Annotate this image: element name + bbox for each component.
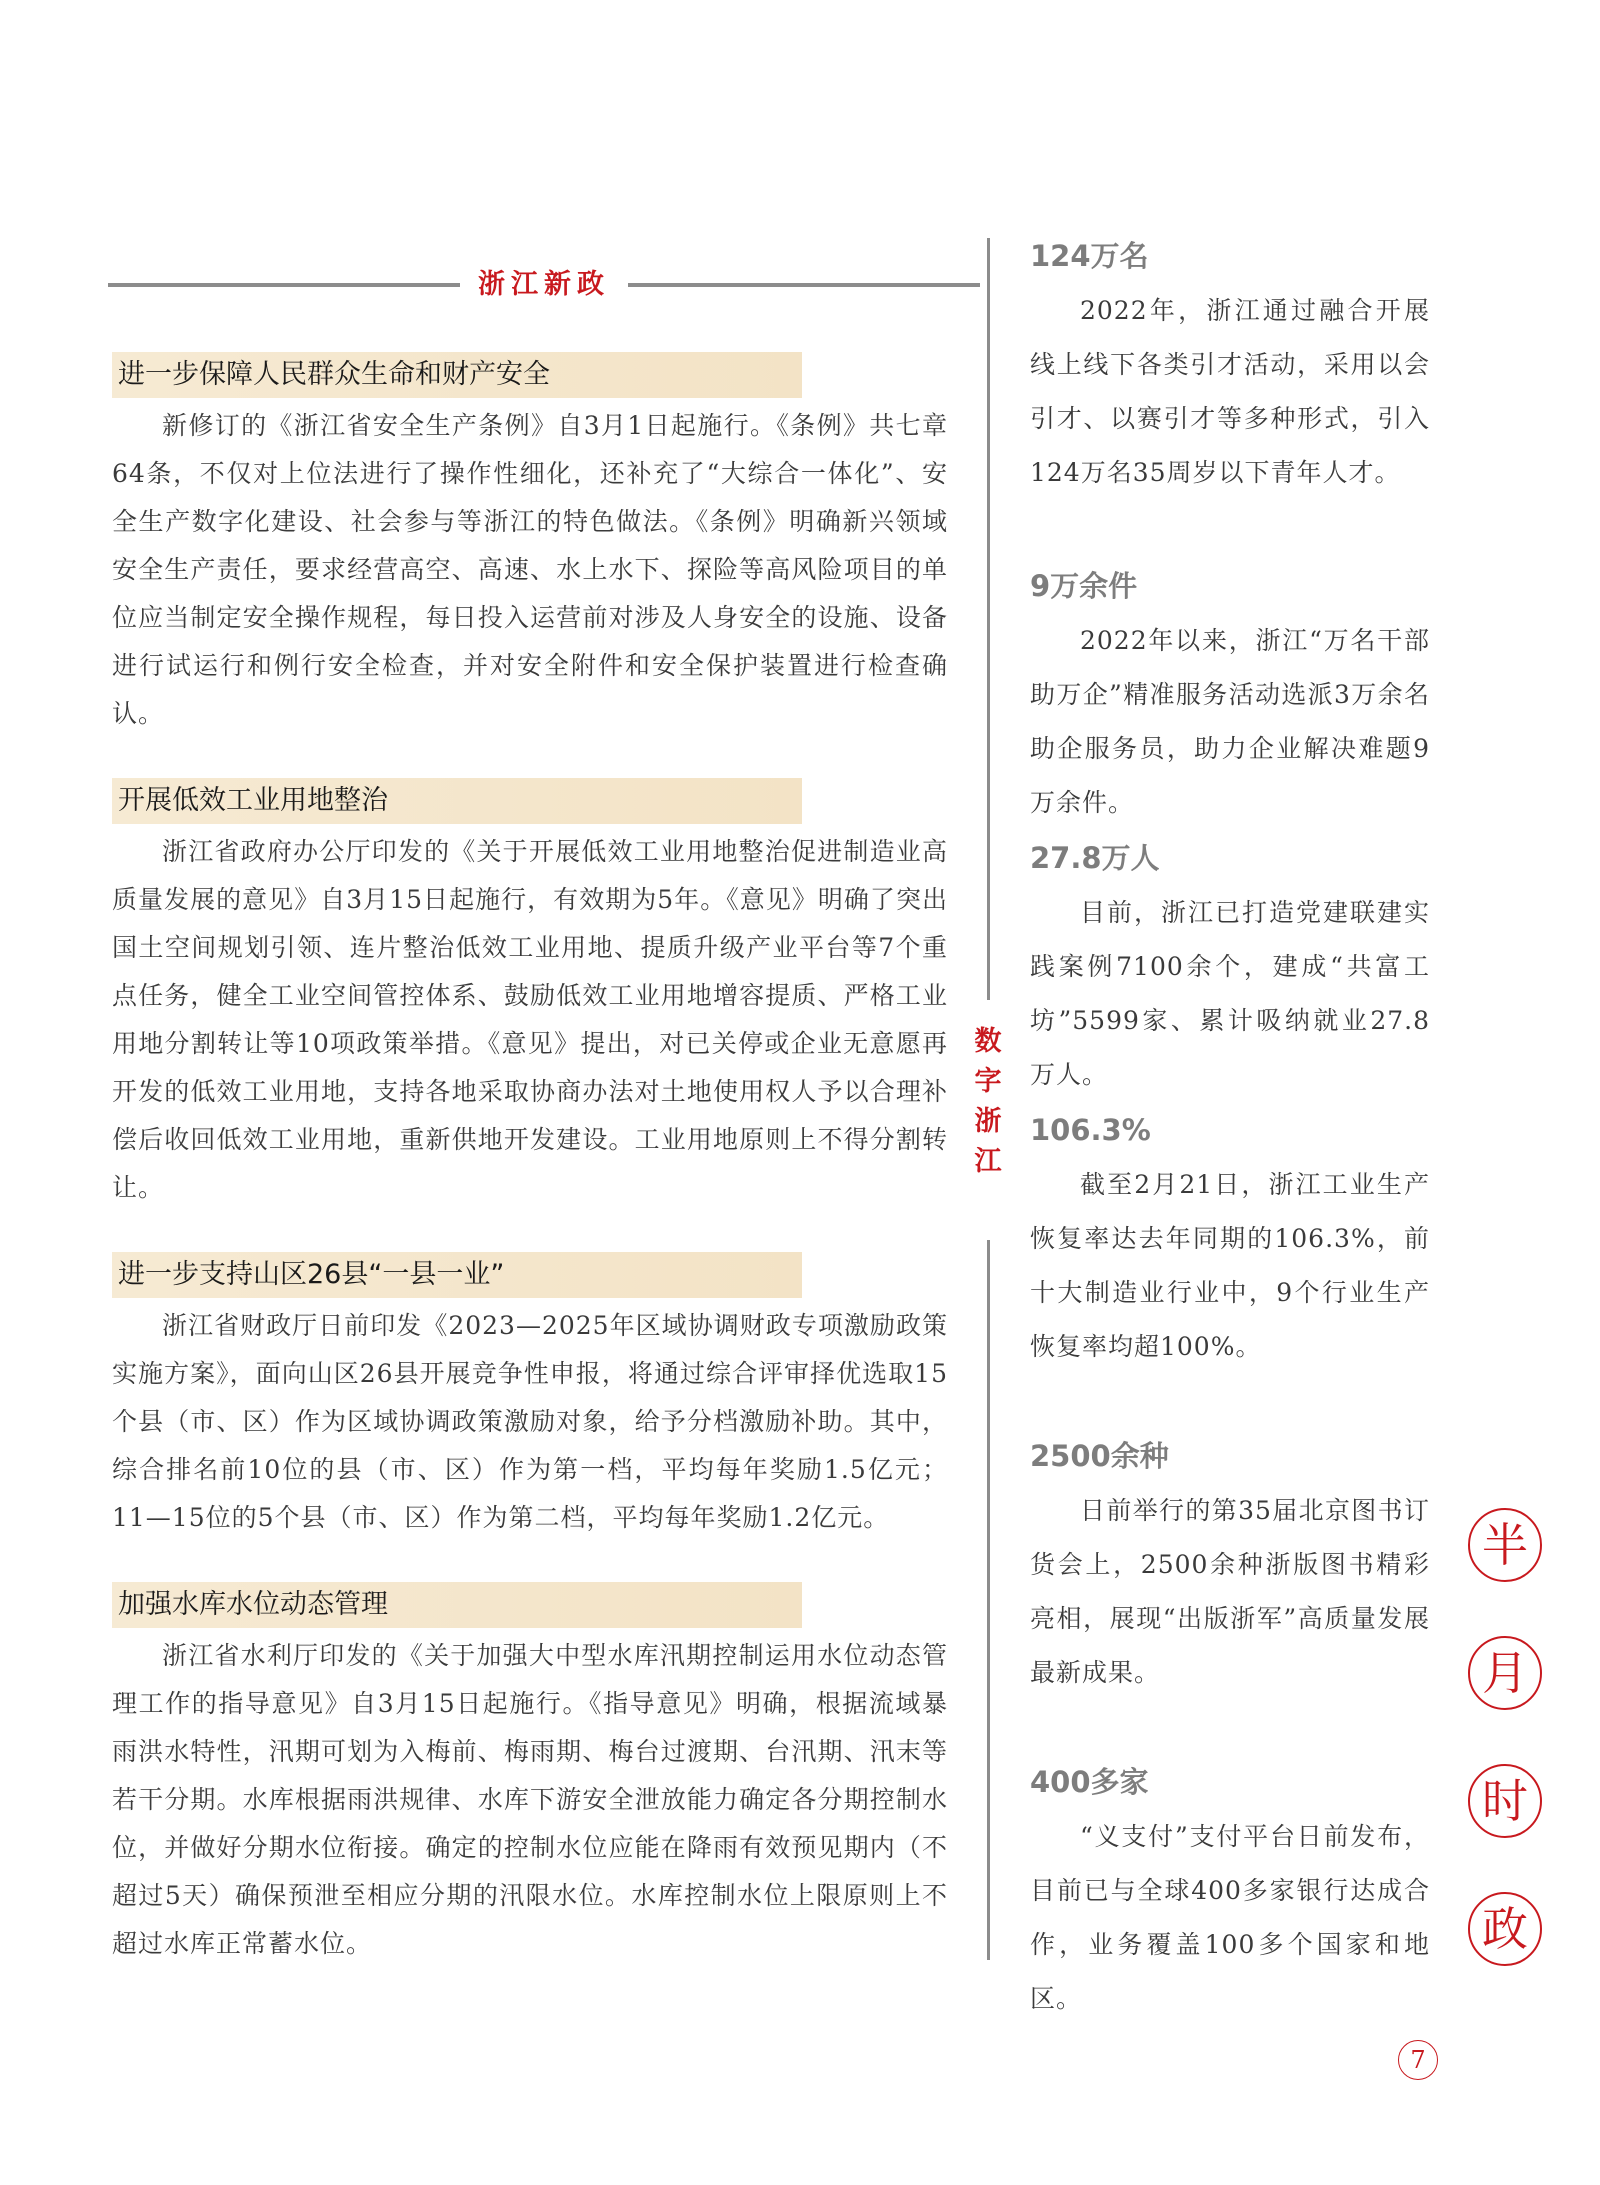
article-mountain-counties	[112, 1252, 948, 1542]
page-number: 7	[1398, 2040, 1438, 2080]
side-label-digital-zhejiang	[968, 1022, 1008, 1182]
side-label-char: 浙	[974, 1106, 1002, 1137]
stat-headline: 106.3%	[1030, 1113, 1151, 1147]
circle-char: 时	[1468, 1764, 1542, 1838]
article-safety	[112, 352, 948, 738]
stat-body: 目前，浙江已打造党建联建实践案例7100余个，建成“共富工坊”5599家、累计吸纳就业27.8万人。	[1030, 898, 1430, 1089]
article-title: 加强水库水位动态管理	[112, 1582, 802, 1628]
stat-talent	[1030, 236, 1430, 500]
article-body: 浙江省水利厅印发的《关于加强大中型水库汛期控制运用水位动态管理工作的指导意见》自3月15日起施行。《指导意见》明确，根据流域暴雨洪水特性，汛期可划为入梅前、梅雨期、梅台过渡期、台汛期、汛末等若干分期。水库根据雨洪规律、水库下游安全泄放能力确定各分期控制水位，并做好分期水位衔接。确定的控制水位应能在降雨有效预见期内（不超过5天）确保预泄至相应分期的汛限水位。水库控制水位上限原则上不超过水库正常蓄水位。	[112, 1641, 948, 1958]
stat-body: 截至2月21日，浙江工业生产恢复率达去年同期的106.3%，前十大制造业行业中，9个行业生产恢复率均超100%。	[1030, 1170, 1430, 1361]
article-body: 浙江省财政厅日前印发《2023—2025年区域协调财政专项激励政策实施方案》，面向山区26县开展竞争性申报，将通过综合评审择优选取15个县（市、区）作为区域协调政策激励对象，给予分档激励补助。其中，综合排名前10位的县（市、区）作为第一档，平均每年奖励1.5亿元；11—15位的5个县（市、区）作为第二档，平均每年奖励1.2亿元。	[112, 1311, 948, 1532]
stat-enterprise-help	[1030, 566, 1430, 830]
article-industrial-land	[112, 778, 948, 1212]
side-label-char: 江	[974, 1146, 1002, 1177]
circle-char: 月	[1468, 1636, 1542, 1710]
article-reservoir	[112, 1582, 948, 1968]
article-body: 新修订的《浙江省安全生产条例》自3月1日起施行。《条例》共七章64条，不仅对上位法进行了操作性细化，还补充了“大综合一体化”、安全生产数字化建设、社会参与等浙江的特色做法。《条例》明确新兴领域安全生产责任，要求经营高空、高速、水上水下、探险等高风险项目的单位应当制定安全操作规程，每日投入运营前对涉及人身安全的设施、设备进行试运行和例行安全检查，并对安全附件和安全保护装置进行检查确认。	[112, 411, 948, 728]
side-label-char: 数	[974, 1026, 1002, 1057]
article-title: 开展低效工业用地整治	[112, 778, 802, 824]
column-divider-top	[987, 238, 990, 1000]
article-body: 浙江省政府办公厅印发的《关于开展低效工业用地整治促进制造业高质量发展的意见》自3月15日起施行，有效期为5年。《意见》明确了突出国土空间规划引领、连片整治低效工业用地、提质升级产业平台等7个重点任务，健全工业空间管控体系、鼓励低效工业用地增容提质、严格工业用地分割转让等10项政策举措。《意见》提出，对已关停或企业无意愿再开发的低效工业用地，支持各地采取协商办法对土地使用权人予以合理补偿后收回低效工业用地，重新供地开发建设。工业用地原则上不得分割转让。	[112, 837, 948, 1202]
circle-char: 政	[1468, 1892, 1542, 1966]
stat-headline: 400多家	[1030, 1765, 1149, 1799]
stat-headline: 9万余件	[1030, 569, 1138, 603]
stat-books	[1030, 1436, 1430, 1700]
article-title: 进一步支持山区26县“一县一业”	[112, 1252, 802, 1298]
stat-body: 2022年以来，浙江“万名干部助万企”精准服务活动选派3万余名助企服务员，助力企业解决难题9万余件。	[1030, 626, 1430, 817]
article-title: 进一步保障人民群众生命和财产安全	[112, 352, 802, 398]
section-title: 浙江新政	[460, 260, 628, 310]
column-title-circles	[1468, 1508, 1548, 2020]
stat-employment	[1030, 838, 1430, 1102]
stat-body: 日前举行的第35届北京图书订货会上，2500余种浙版图书精彩亮相，展现“出版浙军”高质量发展最新成果。	[1030, 1496, 1430, 1687]
column-divider-bottom	[987, 1240, 990, 1960]
section-header	[108, 260, 980, 310]
stat-payment-platform	[1030, 1762, 1430, 2026]
stat-body: 2022年，浙江通过融合开展线上线下各类引才活动，采用以会引才、以赛引才等多种形式，引入124万名35周岁以下青年人才。	[1030, 296, 1430, 487]
side-label-char: 字	[974, 1066, 1002, 1097]
stat-headline: 2500余种	[1030, 1439, 1169, 1473]
stat-headline: 124万名	[1030, 239, 1149, 273]
circle-char: 半	[1468, 1508, 1542, 1582]
stat-body: “义支付”支付平台日前发布，目前已与全球400多家银行达成合作，业务覆盖100多个国家和地区。	[1030, 1822, 1430, 2013]
stat-headline: 27.8万人	[1030, 841, 1160, 875]
stat-production-recovery	[1030, 1110, 1430, 1374]
